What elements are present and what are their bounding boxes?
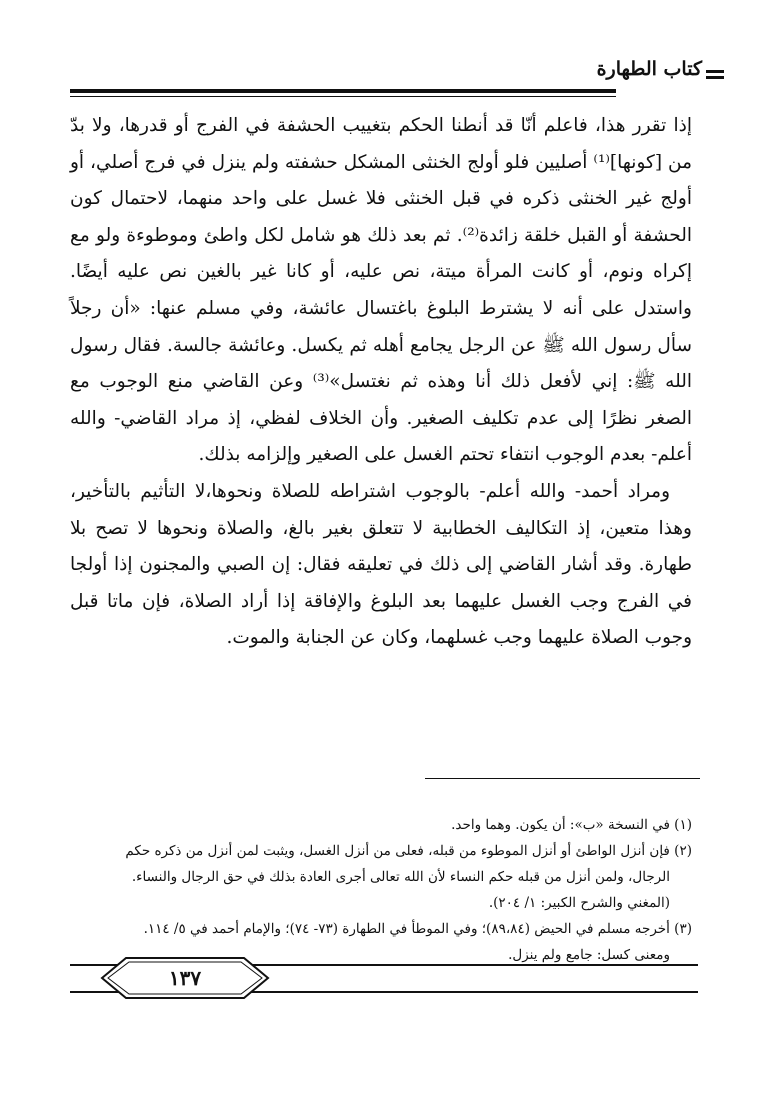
paragraph: ومراد أحمد- والله أعلم- بالوجوب اشتراطه للصلاة ونحوها،لا التأثيم بالتأخير، وهذا متعين، إذ التكاليف الخطابية لا تتعلق بغير بالغ، والصلاة ونحوها لا تصح بلا طهارة. وقد أشار القاضي إلى ذلك في تعليقه فقال: إن الصبي والمجنون إذا أولجا في الفرج وجب الغسل عليهما بعد البلوغ والإفاقة إذا أراد الصلاة، فإن ماتا قبل وجوب الصلاة عليهما وجب غسلهما، وكان عن الجنابة والموت. [70,480,692,649]
header-ornament-mark [706,70,724,79]
footnote-2: (٢) فإن أنزل الواطئ أو أنزل الموطوء من قبله، فعلى من أنزل الغسل، ويثبت لمن أنزل من ذكره حكم [125,843,692,859]
page-number: ١٣٧ [168,966,202,990]
footnote-1: (١) في النسخة «ب»: أن يكون. وهما واحد. [451,817,692,833]
footnotes [70,812,692,968]
paragraph: إذا تقرر هذا، فاعلم أنّا قد أنطنا الحكم بتغييب الحشفة في الفرج أو قدرها، ولا بدّ من [كونها]⁽¹⁾ أصليين فلو أولج الخنثى المشكل حشفته ولم ينزل في فرج أصلي، أو أولج غير الخنثى ذكره في قبل الخنثى فلا غسل على واحد منهما، لاحتمال كون الحشفة أو القبل خلقة زائدة⁽²⁾. ثم بعد ذلك هو شامل لكل واطئ وموطوءة ولو مع إكراه ونوم، أو كانت المرأة ميتة، نص عليه، أو كانا غير بالغين نص عليه أيضًا. واستدل على أنه لا يشترط البلوغ باغتسال عائشة، وفي مسلم عنها: «أن رجلاً سأل رسول الله ﷺ عن الرجل يجامع أهله ثم يكسل. وعائشة جالسة. فقال رسول الله ﷺ: إني لأفعل ذلك أنا وهذه ثم نغتسل»⁽³⁾ وعن القاضي منع الوجوب مع الصغر نظرًا إلى عدم تكليف الصغير. وأن الخلاف لفظي، إذ مراد القاضي- والله أعلم- بعدم الوجوب انتفاء تحتم الغسل على الصغير وإلزامه بذلك. [70,115,693,466]
footnote-2-source: (المغني والشرح الكبير: ١/ ٢٠٤). [488,895,670,911]
footnote-3: (٣) أخرجه مسلم في الحيض (٨٩،٨٤)؛ وفي الموطأ في الطهارة (٧٣- ٧٤)؛ والإمام أحمد في ٥/ ١١٤. [143,921,692,937]
footnote-3-continued: ومعنى كسل: جامع ولم ينزل. [508,947,670,963]
header-rule-thin [70,96,616,97]
header-rule [70,89,616,93]
running-header-title: كتاب الطهارة [596,58,702,80]
main-text [70,108,692,657]
footnote-separator [425,778,700,779]
footnote-2-continued: الرجال، ولمن أنزل من قبله حكم النساء لأن الله تعالى أجرى العادة بذلك في حق الرجال والنساء. [131,869,670,885]
